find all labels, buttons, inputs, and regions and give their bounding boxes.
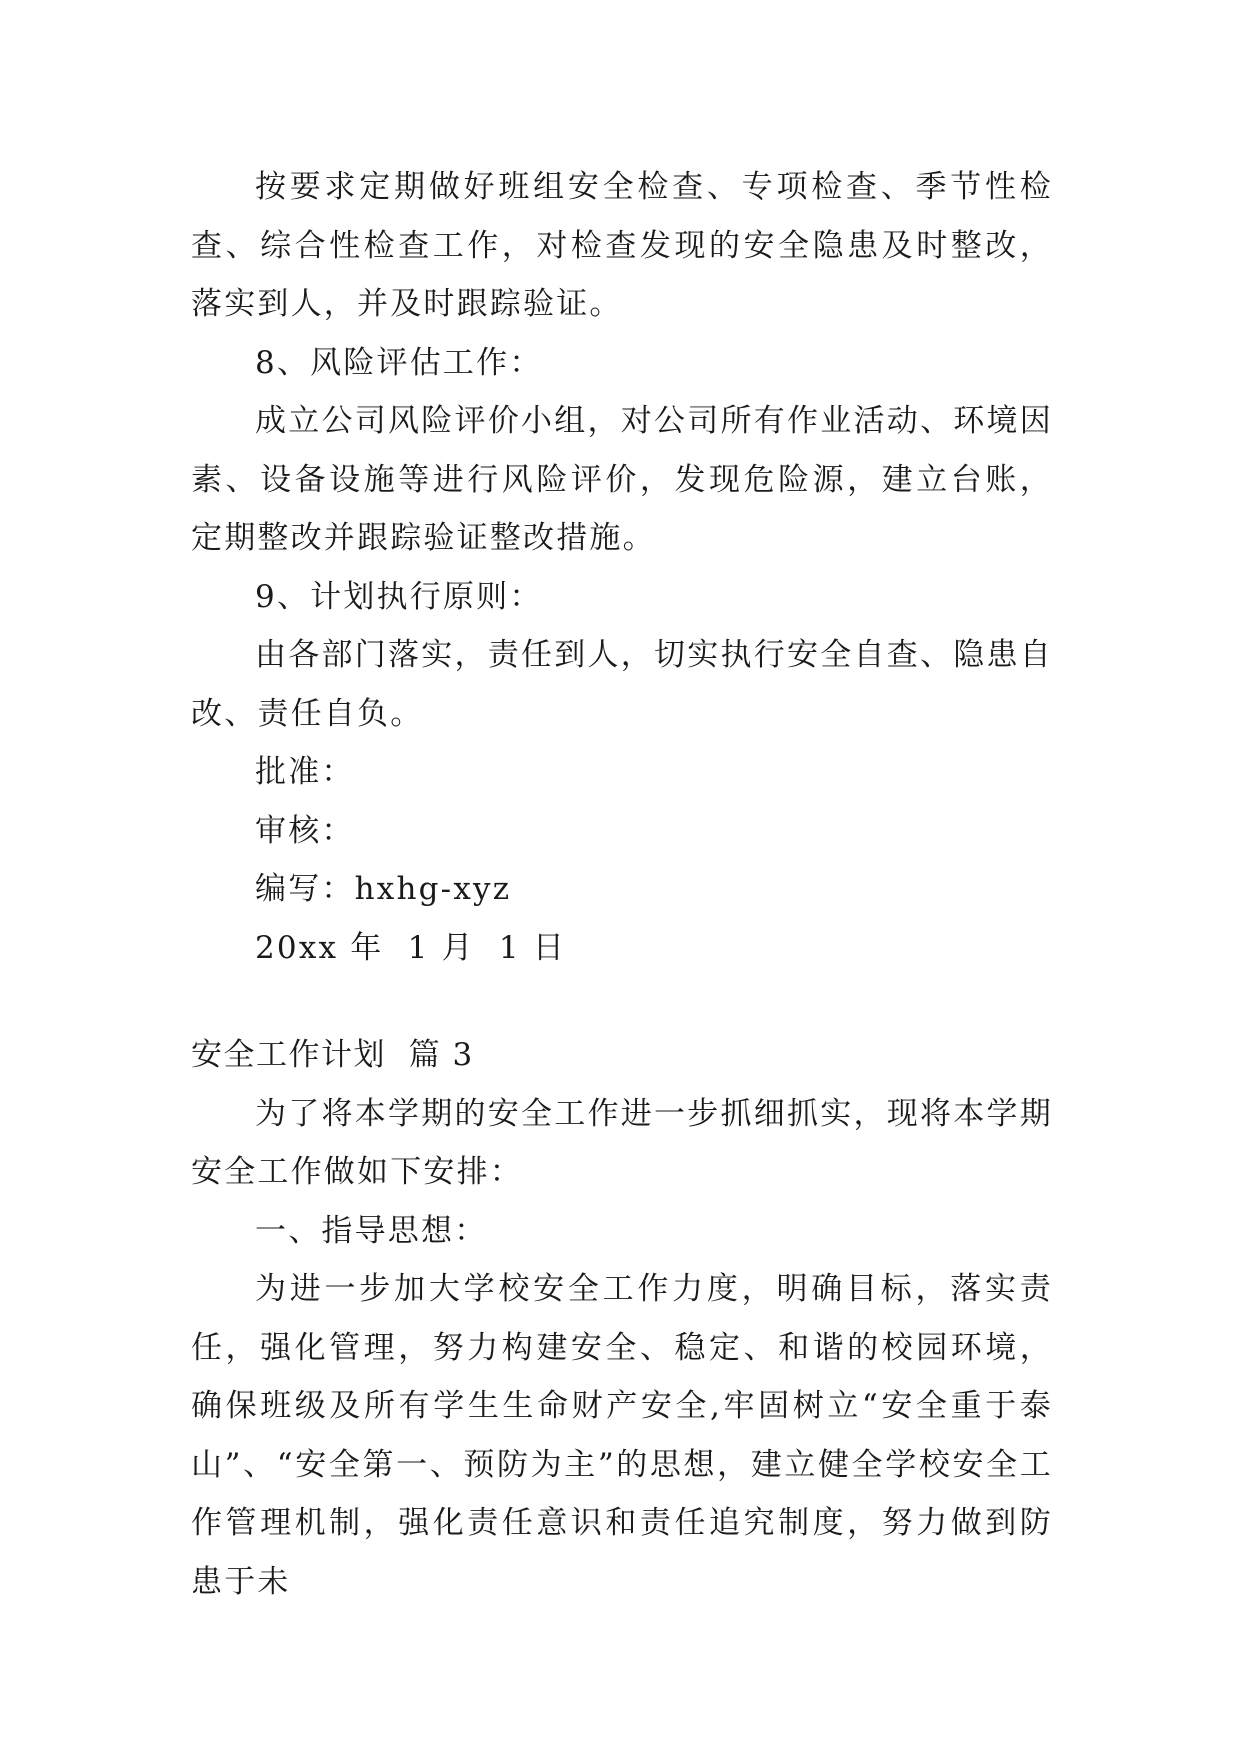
heading-plan-principles: 9、计划执行原则： bbox=[255, 578, 543, 615]
paragraph-inspection: 按要求定期做好班组安全检查、专项检查、季节性检查、综合性检查工作，对检查发现的安全隐患及时整改，落实到人，并及时跟踪验证。 bbox=[191, 169, 1053, 322]
paragraph-guiding-ideology: 为进一步加大学校安全工作力度，明确目标，落实责任，强化管理，努力构建安全、稳定、和谐的校园环境，确保班级及所有学生生命财产安全,牢固树立“安全重于泰山”、“安全第一、预防为主”的思想，建立健全学校安全工作管理机制，强化责任意识和责任追究制度，努力做到防患于未 bbox=[191, 1271, 1053, 1600]
review-label: 审核： bbox=[255, 812, 355, 849]
heading-risk-assessment: 8、风险评估工作： bbox=[255, 344, 543, 381]
paragraph-plan-principles: 由各部门落实，责任到人，切实执行安全自查、隐患自改、责任自负。 bbox=[191, 637, 1053, 732]
heading-guiding-ideology: 一、指导思想： bbox=[255, 1212, 488, 1249]
author-line: 编写：hxhg-xyz bbox=[255, 871, 512, 907]
document-body bbox=[191, 158, 1053, 1611]
section-title: 安全工作计划 篇 3 bbox=[191, 1037, 474, 1073]
approve-label: 批准： bbox=[255, 754, 355, 790]
paragraph-risk-assessment: 成立公司风险评价小组，对公司所有作业活动、环境因素、设备设施等进行风险评价，发现危险源，建立台账，定期整改并跟踪验证整改措施。 bbox=[191, 403, 1053, 556]
section-spacer bbox=[191, 977, 1053, 1026]
paragraph-intro: 为了将本学期的安全工作进一步抓细抓实，现将本学期安全工作做如下安排： bbox=[191, 1095, 1053, 1190]
date-line: 20xx 年 1 月 1 日 bbox=[255, 929, 567, 966]
